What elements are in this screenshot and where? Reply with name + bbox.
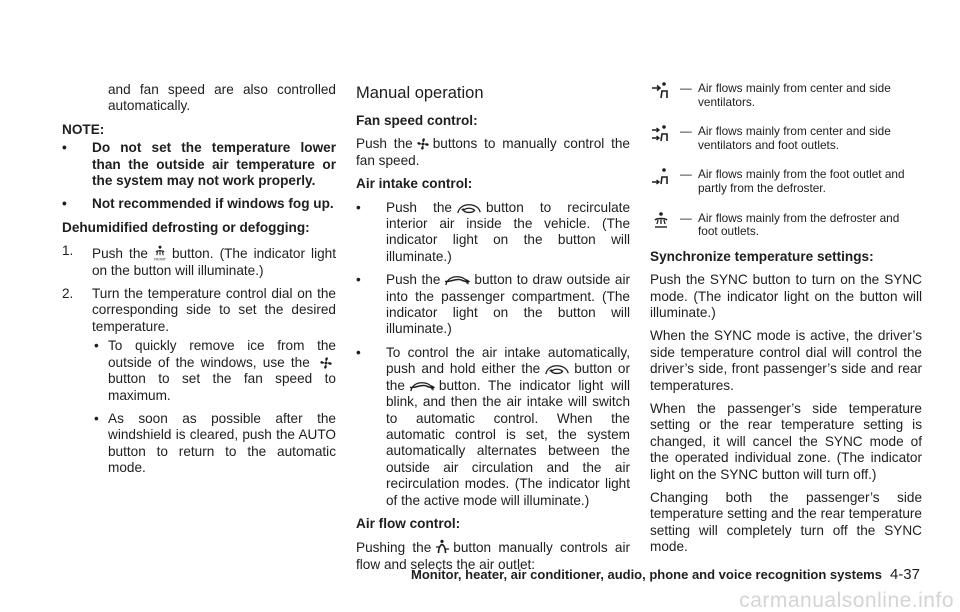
intake-text-post: button to draw outside air into the passenger compartment. (The indicator light on the button will illuminate.) (386, 272, 630, 337)
flow-text-pre: Pushing the (356, 540, 432, 556)
column-right (650, 82, 922, 563)
column-middle (356, 82, 630, 580)
note-item (62, 140, 336, 189)
note-item (62, 196, 336, 212)
step-2 (62, 286, 336, 335)
sub-item (62, 411, 336, 477)
fan-text-post: buttons to manually control the fan speed. (356, 136, 630, 168)
dash: — (680, 81, 692, 95)
step-number: 2. (62, 286, 74, 302)
page-number: 4-37 (889, 566, 920, 583)
footer-section-title: Monitor, heater, air conditioner, audio, phone and voice recognition systems (410, 567, 882, 582)
flow-mode-text: Air flows mainly from center and side ventilators and foot outlets. (698, 124, 891, 152)
outside-air-icon (408, 380, 436, 393)
air-flow-mode-icon (434, 539, 450, 555)
sub-text-pre: To quickly remove ice from the outside of the windows, use the (108, 338, 336, 370)
fan-heading: Fan speed control: (356, 113, 478, 128)
flow-mode-row (650, 82, 922, 109)
flow-mode-row (650, 125, 922, 152)
recirculate-icon (543, 363, 571, 376)
bullet: • (62, 196, 67, 212)
flow-mode-row (650, 212, 922, 239)
column-left (62, 82, 336, 484)
note-text: Do not set the temperature lower than the outside air temperature or the system may not work properly. (92, 140, 336, 189)
page-footer (411, 567, 920, 583)
defrost-icon-label: FRONT (154, 257, 166, 262)
dash: — (680, 210, 692, 225)
intake-item (356, 345, 630, 509)
step-number: 1. (62, 243, 74, 259)
bullet: • (356, 199, 361, 215)
intake-text-pre: Push the (386, 272, 441, 288)
flow-mode-text: Air flows mainly from center and side ventilators. (698, 81, 891, 109)
intake-item (356, 200, 630, 266)
dash: — (680, 124, 692, 139)
step-text: Turn the temperature control dial on the corresponding side to set the desired temperature. (92, 286, 336, 334)
flow-mode-row (650, 168, 922, 195)
sub-item (62, 338, 336, 404)
fan-icon (319, 356, 333, 370)
bullet: • (62, 140, 67, 156)
step-text-pre: Push the (92, 246, 148, 262)
dash: — (680, 167, 692, 182)
fan-text-pre: Push the (356, 136, 413, 152)
defog-heading: Dehumidified defrosting or defogging: (62, 219, 310, 235)
intake-text-post: button to recirculate interior air inside the vehicle. (The indicator light on the button will illuminate.) (386, 199, 630, 264)
bullet: • (94, 338, 99, 354)
recirculate-icon (455, 202, 483, 215)
fan-icon (416, 137, 430, 151)
sync-paragraph: When the SYNC mode is active, the driver’s side temperature control dial will control the driver’s side, front passenger’s side and rear temperatures. (650, 328, 922, 393)
defrost-icon (151, 243, 169, 261)
intake-text-c: button. The indicator light will blink, and then the air intake will switch to automatic control. When the automatic control is set, the system automatically alternates between the outside air circulation and the air recirculation modes. (The indicator light of the active mode will illuminate.) (386, 377, 630, 508)
sync-paragraph: Changing both the passenger’s side temperature setting and the rear temperature setting will completely turn off the SYNC mode. (650, 490, 922, 555)
sub-text-post: button to set the fan speed to maximum. (108, 371, 336, 403)
intake-text-b: button or the (386, 361, 630, 393)
step-text-post: button. (The indicator light on the button will illuminate.) (92, 246, 336, 278)
bullet: • (94, 410, 99, 426)
bullet: • (356, 344, 361, 360)
continued-text: and fan speed are also controlled automatically. (108, 82, 336, 114)
section-heading: Manual operation (356, 84, 484, 102)
flow-mode-text: Air flows mainly from the foot outlet and partly from the defroster. (698, 167, 905, 195)
outside-air-icon (443, 274, 471, 287)
step-1 (62, 243, 336, 279)
intake-heading: Air intake control: (356, 176, 473, 192)
sync-paragraph: Push the SYNC button to turn on the SYNC mode. (The indicator light on the button will illuminate.) (650, 272, 922, 320)
note-text: Not recommended if windows fog up. (92, 196, 334, 212)
intake-text-pre: Push the (386, 199, 452, 215)
vent-bilevel-icon (650, 124, 672, 146)
vent-face-icon (650, 81, 672, 103)
note-label: NOTE: (62, 121, 105, 137)
intake-item (356, 272, 630, 338)
bullet: • (356, 272, 361, 288)
watermark: carmanualsonline.info (739, 588, 954, 612)
fan-paragraph (356, 136, 630, 169)
flow-text-post: button manually controls air flow and selects the air outlet: (356, 540, 630, 572)
defrost-foot-icon (650, 211, 672, 233)
intake-text-a: To control the air intake automatically, push and hold either the (386, 344, 630, 377)
sub-text: As soon as possible after the windshield is cleared, push the AUTO button to return to the automatic mode. (108, 410, 336, 476)
flow-heading: Air flow control: (356, 515, 461, 531)
vent-foot-icon (650, 167, 672, 189)
flow-mode-text: Air flows mainly from the defroster and foot outlets. (698, 210, 900, 239)
sync-heading: Synchronize temperature settings: (650, 248, 874, 264)
sync-paragraph: When the passenger’s side temperature setting or the rear temperature setting is changed, it will cancel the SYNC mode of the operated individual zone. (The indicator light on the SYNC button will turn off.) (650, 401, 922, 482)
